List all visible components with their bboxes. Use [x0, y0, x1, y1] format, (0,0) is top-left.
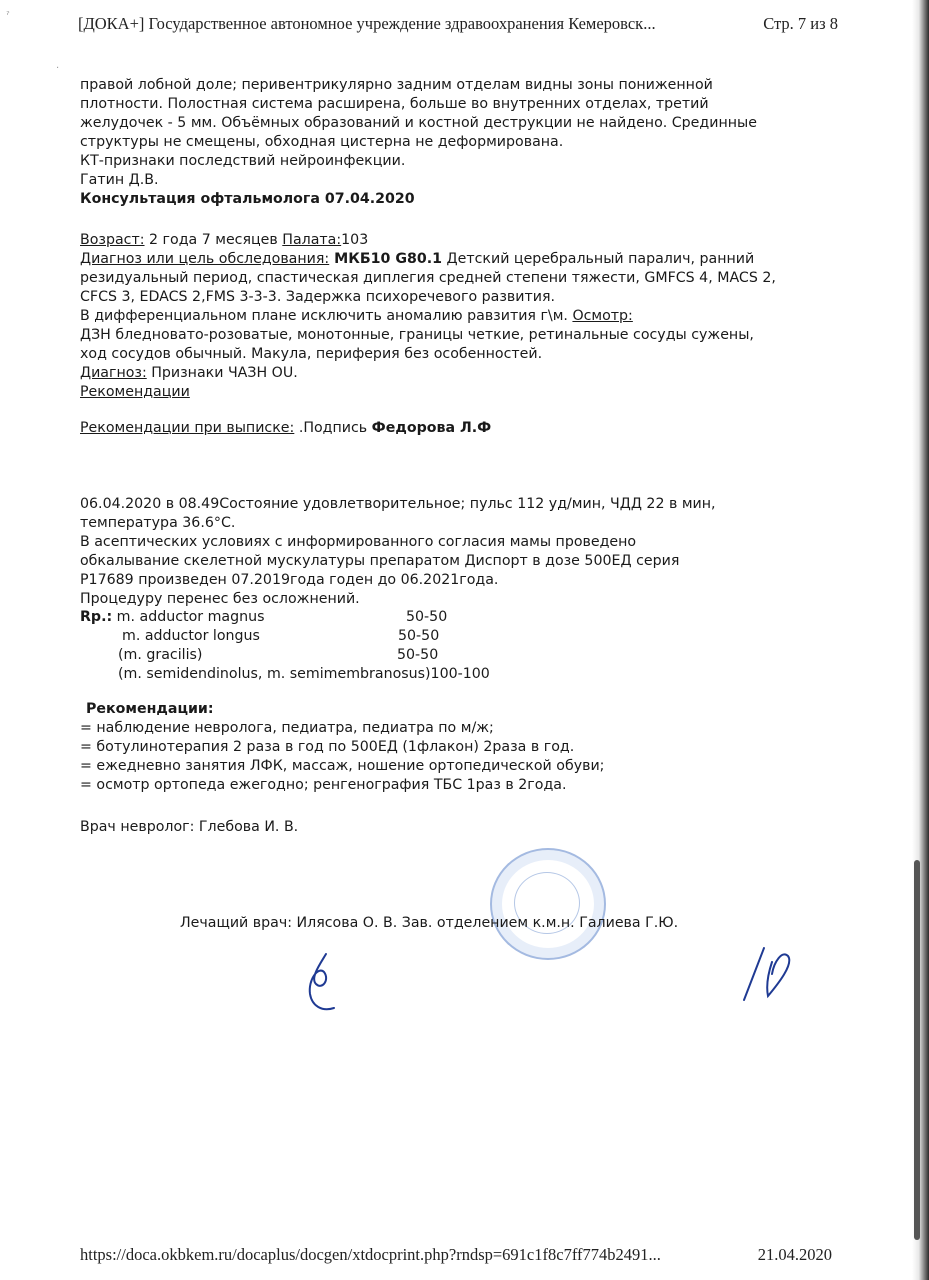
rp-row	[80, 608, 265, 627]
recommend-label: Рекомендации	[80, 384, 190, 400]
ophth-diff-line	[80, 307, 633, 326]
header-title: [ДОКА+] Государственное автономное учреждение здравоохранения Кемеровск...	[78, 14, 656, 33]
ct-line: правой лобной доле; перивентрикулярно задним отделам видны зоны пониженной	[80, 77, 713, 93]
recommendations-title: Рекомендации:	[86, 701, 214, 717]
procedure-line: 06.04.2020 в 08.49Состояние удовлетворительное; пульс 112 уд/мин, ЧДД 22 в мин,	[80, 496, 716, 512]
procedure-line: Процедуру перенес без осложнений.	[80, 591, 360, 607]
procedure-line: В асептических условиях с информированного согласия мамы проведено	[80, 534, 637, 550]
signature-prefix: .Подпись	[294, 420, 372, 436]
rp-muscle: (m. gracilis)	[118, 647, 203, 663]
ct-conclusion: КТ-признаки последствий нейроинфекции.	[80, 153, 406, 169]
procedure-line: Р17689 произведен 07.2019года годен до 06.2021года.	[80, 572, 499, 588]
age-value: 2 года 7 месяцев	[144, 232, 283, 248]
ophth-diag-line	[80, 250, 754, 269]
diff-text: В дифференциальном плане исключить аномалию равзития г\м.	[80, 308, 573, 324]
recommendation-item: = наблюдение невролога, педиатра, педиатра по м/ж;	[80, 720, 494, 736]
rp-muscle: m. adductor magnus	[112, 609, 265, 625]
print-date: 21.04.2020	[757, 1245, 832, 1264]
scrollbar[interactable]	[914, 860, 920, 1240]
ct-line: структуры не смещены, обходная цистерна не деформирована.	[80, 134, 564, 150]
exam-text: ход сосудов обычный. Макула, периферия без особенностей.	[80, 346, 543, 362]
ophth-age-line	[80, 231, 368, 250]
signature-name: Федорова Л.Ф	[371, 420, 492, 436]
handwritten-signature-1	[300, 950, 350, 1020]
procedure-line: температура 36.6°С.	[80, 515, 236, 531]
discharge-line	[80, 419, 491, 438]
rp-muscle: m. adductor longus	[122, 628, 260, 644]
recommendation-item: = ежедневно занятия ЛФК, массаж, ношение ортопедической обуви;	[80, 758, 605, 774]
rp-dose: 50-50	[406, 609, 448, 625]
neurologist-signature-line: Врач невролог: Глебова И. В.	[80, 819, 299, 835]
exam-text: ДЗН бледновато-розоватые, монотонные, границы четкие, ретинальные сосуды сужены,	[80, 327, 754, 343]
ct-author: Гатин Д.В.	[80, 172, 159, 188]
diagnosis-value: Признаки ЧАЗН OU.	[146, 365, 298, 381]
ward-label: Палата:	[282, 232, 342, 248]
page-number: Стр. 7 из 8	[763, 14, 838, 33]
ophth-title: Консультация офтальмолога 07.04.2020	[80, 191, 415, 207]
ct-line: желудочек - 5 мм. Объёмных образований и костной деструкции не найдено. Срединные	[80, 115, 757, 131]
diag-text: CFCS 3, EDACS 2,FMS 3-3-3. Задержка психоречевого развития.	[80, 289, 555, 305]
age-label: Возраст:	[80, 232, 145, 248]
ward-value: 103	[341, 232, 369, 248]
recommendation-item: = ботулинотерапия 2 раза в год по 500ЕД (1флакон) 2раза в год.	[80, 739, 575, 755]
attending-signature-line: Лечащий врач: Илясова О. В. Зав. отделением к.м.н. Галиева Г.Ю.	[180, 915, 679, 931]
rp-muscle: (m. semidendinolus, m. semimembranosus)100-100	[118, 666, 490, 682]
round-stamp	[490, 848, 606, 960]
ophth-diagnosis-line	[80, 364, 298, 383]
rp-label: Rp.:	[80, 609, 113, 625]
diagnosis-label: Диагноз:	[80, 365, 147, 381]
diag-purpose-label: Диагноз или цель обследования:	[80, 251, 330, 267]
procedure-line: обкалывание скелетной мускулатуры препаратом Диспорт в дозе 500ЕД серия	[80, 553, 680, 569]
mkb-code: МКБ10 G80.1	[329, 251, 443, 267]
rp-dose: 50-50	[398, 628, 440, 644]
diag-text: резидуальный период, спастическая диплегия средней степени тяжести, GMFCS 4, MACS 2,	[80, 270, 776, 286]
exam-label: Осмотр:	[572, 308, 633, 324]
diag-text: Детский церебральный паралич, ранний	[442, 251, 755, 267]
corner-mark: .	[56, 60, 60, 71]
recommendation-item: = осмотр ортопеда ежегодно; ренгенография ТБС 1раз в 2года.	[80, 777, 567, 793]
handwritten-signature-2	[738, 944, 808, 1006]
discharge-label: Рекомендации при выписке:	[80, 420, 295, 436]
rp-dose: 50-50	[397, 647, 439, 663]
corner-mark: ˀ	[6, 10, 10, 21]
document-url: https://doca.okbkem.ru/docaplus/docgen/xtdocprint.php?rndsp=691c1f8c7ff774b2491...	[80, 1245, 661, 1264]
ct-line: плотности. Полостная система расширена, больше во внутренних отделах, третий	[80, 96, 709, 112]
